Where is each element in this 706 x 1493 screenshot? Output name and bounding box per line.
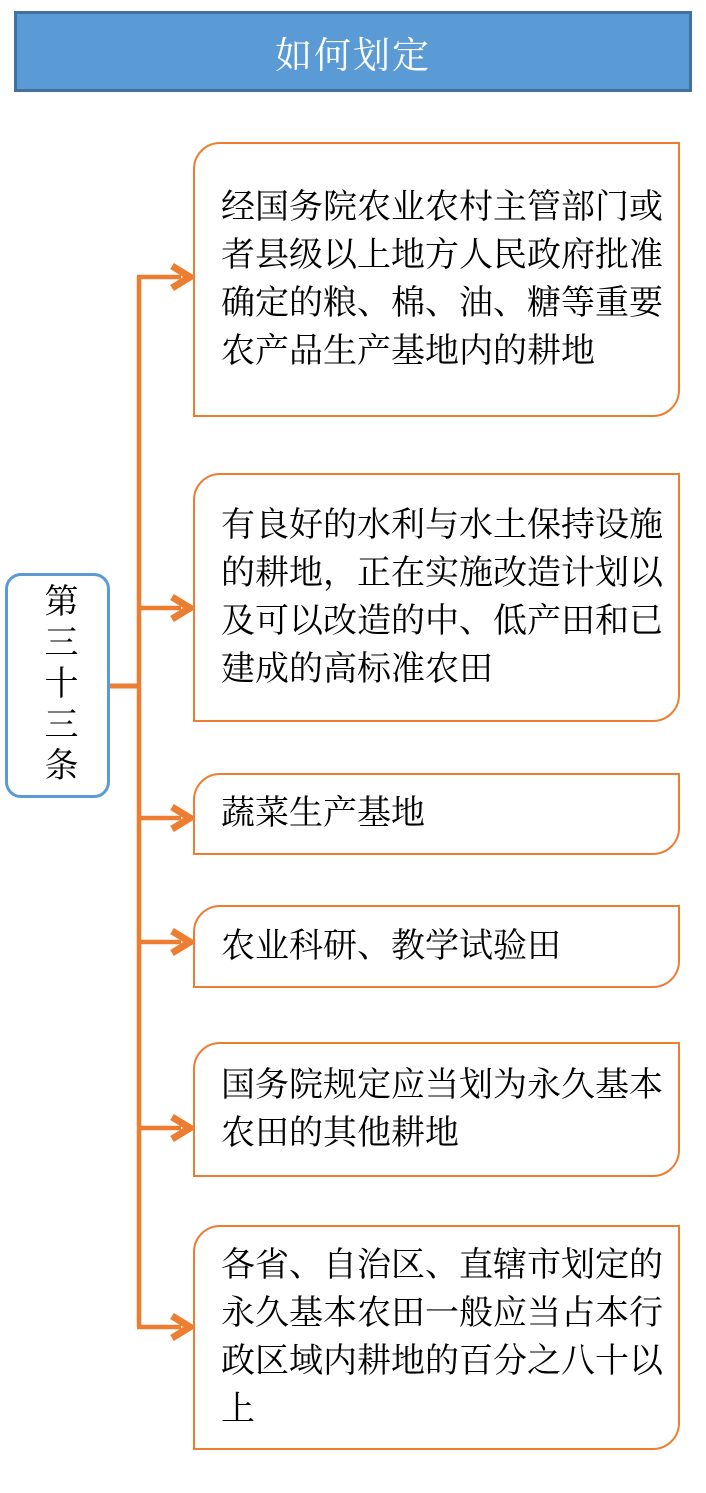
- source-node-label: 第三十三条: [39, 583, 76, 788]
- source-node-article-33: [5, 573, 110, 798]
- branch-text-1: 经国务院农业农村主管部门或者县级以上地方人民政府批准确定的粮、棉、油、糖等重要农产品生产基地内的耕地: [221, 188, 663, 370]
- arrowhead-icon: [172, 807, 190, 829]
- diagram-title: 如何划定: [275, 35, 431, 77]
- branch-box-5: [193, 1042, 680, 1177]
- branch-box-3: [193, 773, 680, 855]
- diagram-title-banner: [14, 11, 692, 92]
- arrowhead-icon: [172, 931, 190, 953]
- branch-text-5: 国务院规定应当划为永久基本农田的其他耕地: [221, 1066, 663, 1152]
- arrowhead-icon: [172, 597, 190, 619]
- branch-text-2: 有良好的水利与水土保持设施的耕地，正在实施改造计划以及可以改造的中、低产田和已建成的高标准农田: [221, 506, 663, 688]
- arrowhead-icon: [172, 1117, 190, 1139]
- branch-text-4: 农业科研、教学试验田: [221, 927, 561, 965]
- branch-box-4: [193, 905, 680, 988]
- arrowhead-icon: [172, 1316, 190, 1338]
- branch-box-1: [193, 142, 680, 417]
- branch-text-6: 各省、自治区、直辖市划定的永久基本农田一般应当占本行政区域内耕地的百分之八十以上: [221, 1246, 663, 1428]
- branch-box-6: [193, 1225, 680, 1450]
- branch-text-3: 蔬菜生产基地: [221, 795, 425, 832]
- arrowhead-icon: [172, 266, 190, 288]
- branch-box-2: [193, 473, 680, 722]
